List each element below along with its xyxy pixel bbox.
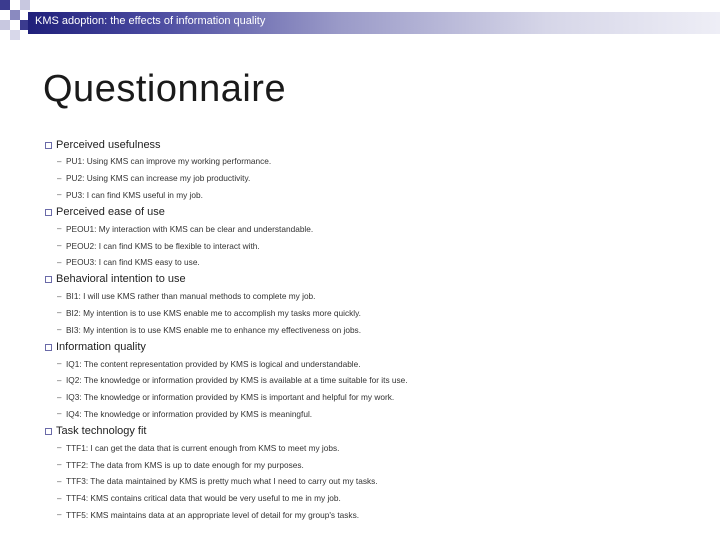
list-item [45, 389, 705, 406]
question-text: BI2: My intention is to use KMS enable me to accomplish my tasks more quickly. [66, 307, 361, 318]
dash-bullet-icon: – [57, 257, 62, 267]
section-heading [45, 422, 705, 439]
dash-bullet-icon: – [57, 359, 62, 369]
question-text: TTF4: KMS contains critical data that would be very useful to me in my job. [66, 493, 341, 504]
question-text: PEOU2: I can find KMS to be flexible to interact with. [66, 240, 260, 251]
questionnaire-section [45, 271, 705, 338]
list-item [45, 490, 705, 507]
question-text: TTF2: The data from KMS is up to date enough for my purposes. [66, 459, 304, 470]
questionnaire-section [45, 422, 705, 523]
list-item [45, 456, 705, 473]
list-item [45, 372, 705, 389]
banner-title: KMS adoption: the effects of information quality [35, 15, 266, 27]
questionnaire-section [45, 203, 705, 270]
section-heading [45, 271, 705, 288]
dash-bullet-icon: – [57, 156, 62, 166]
question-text: PU1: Using KMS can improve my working performance. [66, 156, 272, 167]
dash-bullet-icon: – [57, 325, 62, 335]
dash-bullet-icon: – [57, 308, 62, 318]
dash-bullet-icon: – [57, 476, 62, 486]
question-text: PU2: Using KMS can increase my job productivity. [66, 173, 251, 184]
list-item [45, 507, 705, 524]
list-item [45, 406, 705, 423]
list-item [45, 187, 705, 204]
deco-square [0, 20, 10, 30]
questionnaire-section [45, 338, 705, 422]
dash-bullet-icon: – [57, 392, 62, 402]
list-item [45, 355, 705, 372]
square-bullet-icon [45, 428, 52, 435]
deco-square [20, 0, 30, 10]
dash-bullet-icon: – [57, 291, 62, 301]
section-heading [45, 203, 705, 220]
dash-bullet-icon: – [57, 224, 62, 234]
questionnaire-section [45, 136, 705, 203]
question-list [45, 439, 705, 523]
list-item [45, 305, 705, 322]
question-text: PEOU1: My interaction with KMS can be clear and understandable. [66, 223, 314, 234]
section-label: Task technology fit [56, 424, 147, 437]
question-text: IQ3: The knowledge or information provided by KMS is important and helpful for my work. [66, 392, 395, 403]
page-title: Questionnaire [43, 68, 287, 110]
dash-bullet-icon: – [57, 173, 62, 183]
list-item [45, 473, 705, 490]
list-item [45, 220, 705, 237]
question-text: IQ1: The content representation provided by KMS is logical and understandable. [66, 358, 361, 369]
dash-bullet-icon: – [57, 510, 62, 520]
section-label: Perceived ease of use [56, 205, 165, 218]
square-bullet-icon [45, 209, 52, 216]
deco-square [10, 10, 20, 20]
dash-bullet-icon: – [57, 443, 62, 453]
dash-bullet-icon: – [57, 241, 62, 251]
list-item [45, 170, 705, 187]
list-item [45, 321, 705, 338]
square-bullet-icon [45, 344, 52, 351]
questionnaire-content [45, 136, 705, 523]
list-item [45, 288, 705, 305]
question-text: TTF5: KMS maintains data at an appropriate level of detail for my group's tasks. [66, 509, 360, 520]
question-text: BI3: My intention is to use KMS enable me to enhance my effectiveness on jobs. [66, 324, 362, 335]
question-text: TTF3: The data maintained by KMS is pretty much what I need to carry out my tasks. [66, 476, 378, 487]
question-list [45, 220, 705, 270]
square-bullet-icon [45, 276, 52, 283]
section-heading [45, 136, 705, 153]
deco-square [0, 0, 10, 10]
square-bullet-icon [45, 142, 52, 149]
question-list [45, 355, 705, 422]
section-heading [45, 338, 705, 355]
list-item [45, 439, 705, 456]
question-text: TTF1: I can get the data that is current enough from KMS to meet my jobs. [66, 442, 340, 453]
dash-bullet-icon: – [57, 493, 62, 503]
dash-bullet-icon: – [57, 190, 62, 200]
question-list [45, 153, 705, 203]
dash-bullet-icon: – [57, 375, 62, 385]
question-text: BI1: I will use KMS rather than manual methods to complete my job. [66, 291, 316, 302]
section-label: Behavioral intention to use [56, 273, 186, 286]
question-text: IQ2: The knowledge or information provided by KMS is available at a time suitable for its use. [66, 375, 408, 386]
question-text: PEOU3: I can find KMS easy to use. [66, 257, 200, 268]
list-item [45, 237, 705, 254]
list-item [45, 153, 705, 170]
deco-square [10, 30, 20, 40]
dash-bullet-icon: – [57, 460, 62, 470]
question-text: PU3: I can find KMS useful in my job. [66, 189, 203, 200]
list-item [45, 254, 705, 271]
section-label: Perceived usefulness [56, 138, 161, 151]
dash-bullet-icon: – [57, 409, 62, 419]
question-text: IQ4: The knowledge or information provided by KMS is meaningful. [66, 408, 313, 419]
section-label: Information quality [56, 340, 146, 353]
question-list [45, 288, 705, 338]
